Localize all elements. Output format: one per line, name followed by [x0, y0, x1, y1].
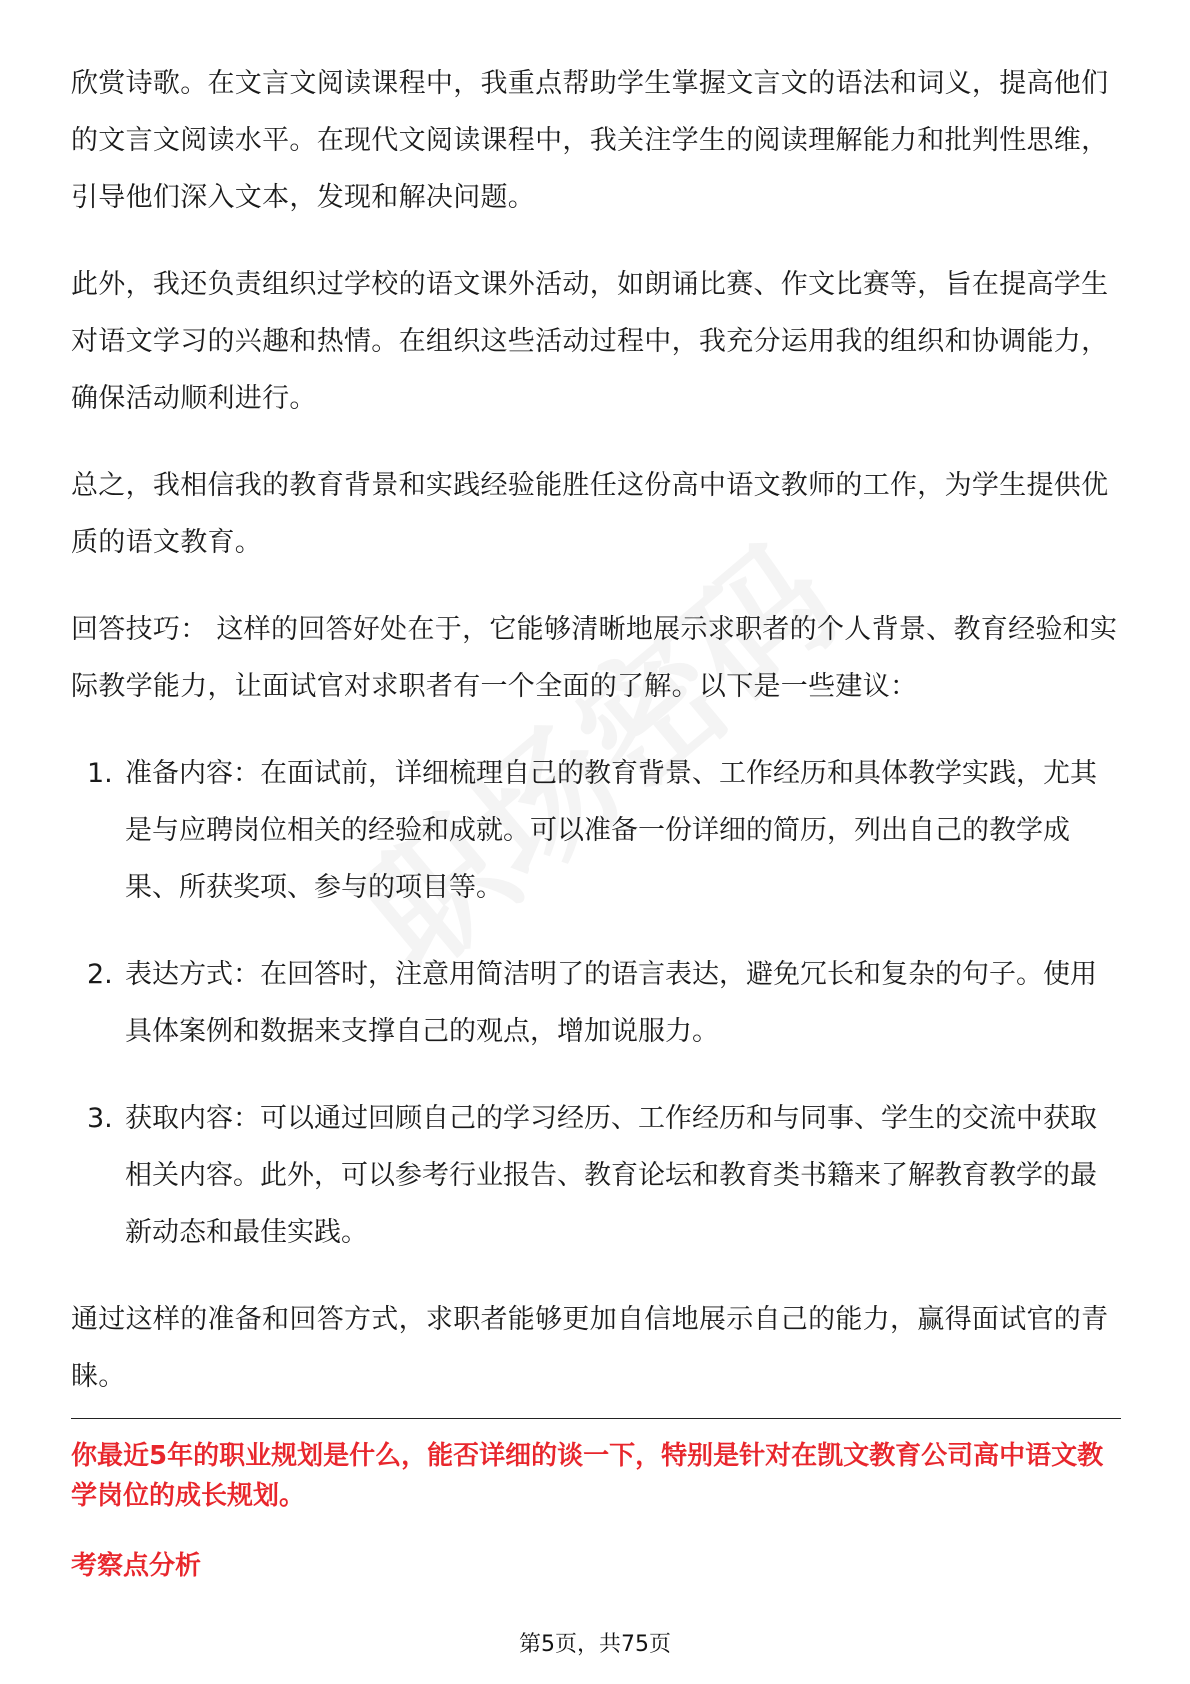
page-footer: 第5页，共75页 — [519, 1632, 671, 1657]
paragraph-answer-tips: 回答技巧： 这样的回答好处在于，它能够清晰地展示求职者的个人背景、教育经验和实际教学能力，让面试官对求职者有一个全面的了解。以下是一些建议： — [71, 614, 1118, 702]
paragraph-summary: 总之，我相信我的教育背景和实践经验能胜任这份高中语文教师的工作，为学生提供优质的语文教育。 — [71, 470, 1109, 558]
list-text: 准备内容：在面试前，详细梳理自己的教育背景、工作经历和具体教学实践，尤其是与应聘岗位相关的经验和成就。可以准备一份详细的简历，列出自己的教学成果、所获奖项、参与的项目等。 — [125, 758, 1097, 903]
paragraph-reading-courses: 欣赏诗歌。在文言文阅读课程中，我重点帮助学生掌握文言文的语法和词义，提高他们的文言文阅读水平。在现代文阅读课程中，我关注学生的阅读理解能力和批判性思维，引导他们深入文本，发现和解决问题。 — [71, 68, 1109, 213]
interview-question: 你最近5年的职业规划是什么，能否详细的谈一下，特别是针对在凯文教育公司高中语文教学岗位的成长规划。 — [71, 1441, 1104, 1511]
list-item — [71, 745, 1121, 916]
body-content — [71, 55, 1121, 1435]
list-number: 3. — [87, 1103, 113, 1134]
paragraph-closing: 通过这样的准备和回答方式，求职者能够更加自信地展示自己的能力，赢得面试官的青睐。 — [71, 1304, 1109, 1392]
list-text: 表达方式：在回答时，注意用简洁明了的语言表达，避免冗长和复杂的句子。使用具体案例和数据来支撑自己的观点，增加说服力。 — [125, 959, 1097, 1047]
list-item — [71, 946, 1121, 1060]
tips-list — [71, 745, 1121, 1261]
section-divider — [71, 1418, 1121, 1419]
list-number: 1. — [87, 758, 113, 789]
paragraph-extracurricular: 此外，我还负责组织过学校的语文课外活动，如朗诵比赛、作文比赛等，旨在提高学生对语文学习的兴趣和热情。在组织这些活动过程中，我充分运用我的组织和协调能力，确保活动顺利进行。 — [71, 269, 1109, 414]
list-item — [71, 1090, 1121, 1261]
list-number: 2. — [87, 959, 113, 990]
list-text: 获取内容：可以通过回顾自己的学习经历、工作经历和与同事、学生的交流中获取相关内容。此外，可以参考行业报告、教育论坛和教育类书籍来了解教育教学的最新动态和最佳实践。 — [125, 1103, 1097, 1248]
analysis-heading: 考察点分析 — [71, 1551, 202, 1581]
